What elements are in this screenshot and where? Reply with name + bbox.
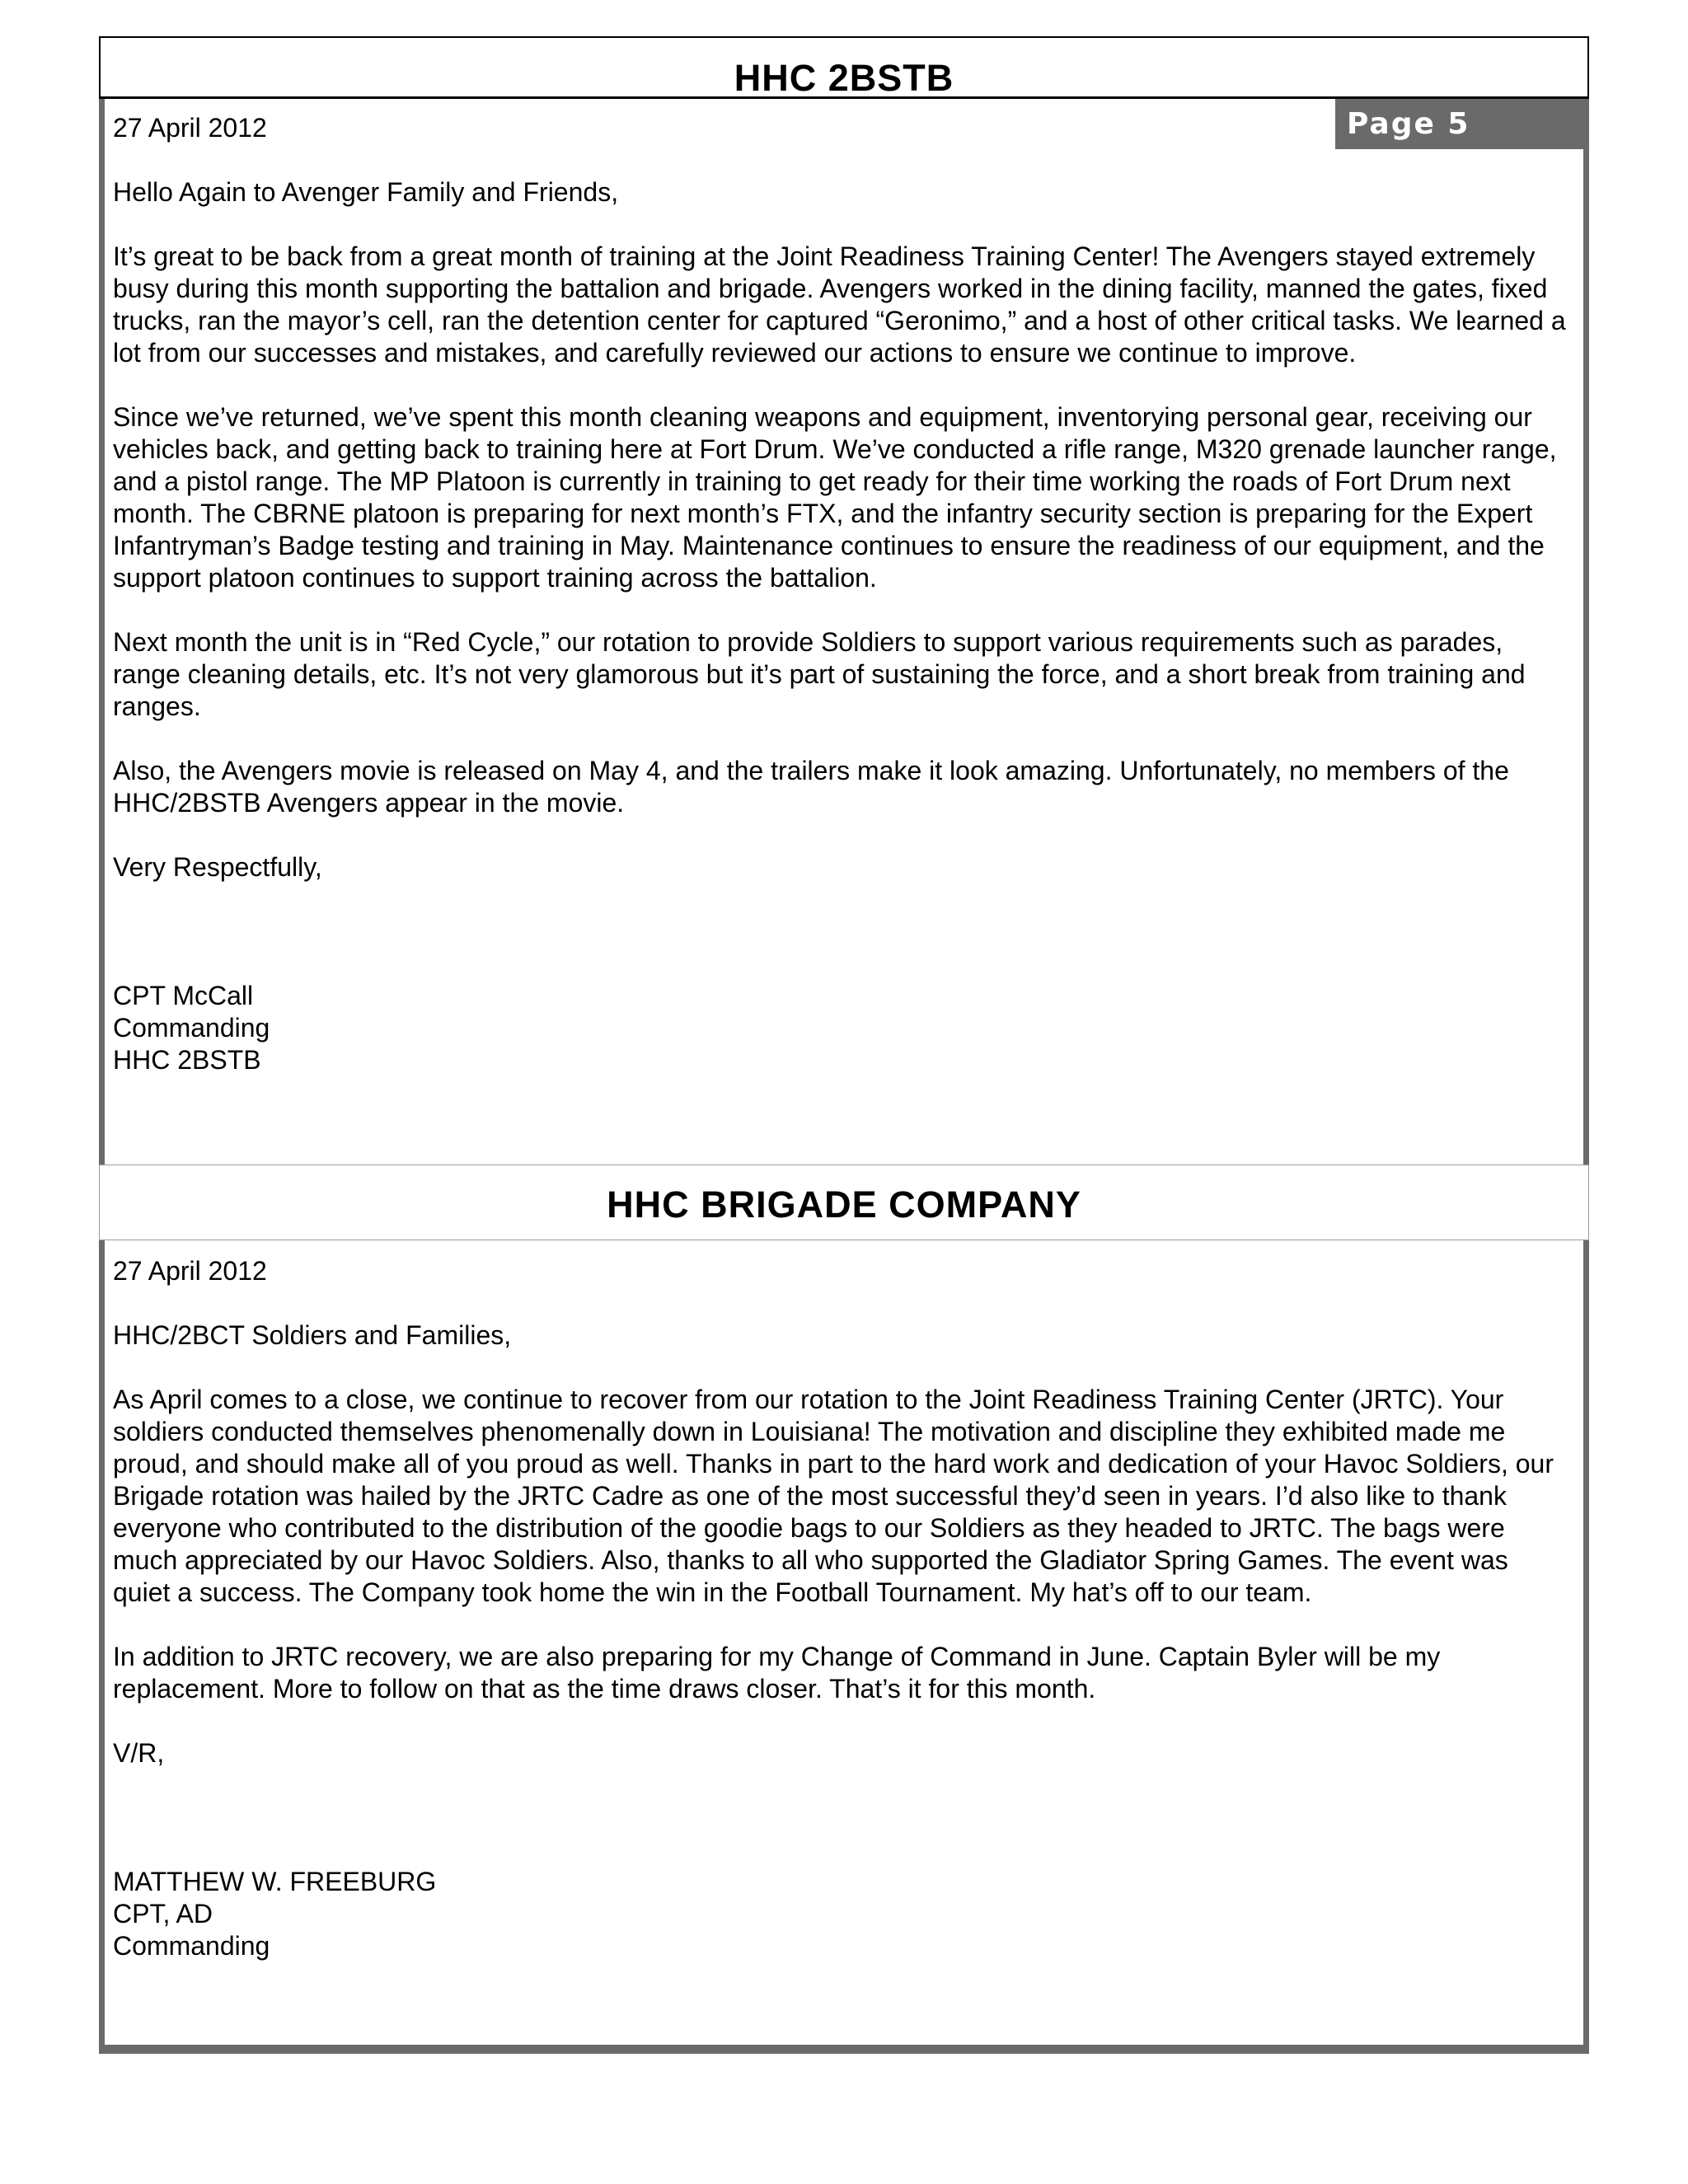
signature-unit: HHC 2BSTB [113, 1045, 261, 1075]
article-paragraph: As April comes to a close, we continue to recover from our rotation to the Joint Readiness Training Center (JRTC). Your soldiers conducted themselves phenomenally down in Louisiana! The motivation and discipline they exhibited made me proud, and should make all of you proud as well. Thanks in part to the hard work and dedication of your Havoc Soldiers, our Brigade rotation was hailed by the JRTC Cadre as one of the most successful they’d seen in years. I’d also like to thank everyone who contributed to the distribution of the goodie bags to our Soldiers as they headed to JRTC. The bags were much appreciated by our Havoc Soldiers. Also, thanks to all who supported the Gladiator Spring Games. The event was quiet a success. The Company took home the win in the Football Tournament. My hat’s off to our team. [113, 1385, 1554, 1607]
section-title: HHC BRIGADE COMPANY [607, 1183, 1081, 1226]
signature-name: MATTHEW W. FREEBURG [113, 1867, 437, 1896]
signature-space [113, 883, 1572, 980]
article-hhc-brigade-company [113, 1255, 1572, 1962]
article-closing: Very Respectfully, [113, 852, 322, 882]
article-closing: V/R, [113, 1738, 165, 1768]
article-salutation: Hello Again to Avenger Family and Friends, [113, 177, 619, 207]
section-title: HHC 2BSTB [734, 57, 954, 99]
signature-unit: Commanding [113, 1931, 270, 1961]
article-salutation: HHC/2BCT Soldiers and Families, [113, 1320, 512, 1350]
article-date: 27 April 2012 [113, 1256, 267, 1286]
signature-space [113, 1769, 1572, 1866]
article-paragraph: In addition to JRTC recovery, we are also preparing for my Change of Command in June. Captain Byler will be my replacement. More to follow on that as the time draws closer. That’s it for this month. [113, 1642, 1441, 1704]
section-header-hhc-brigade-company [99, 1165, 1589, 1240]
signature-name: CPT McCall [113, 981, 254, 1010]
section-header-hhc-2bstb [99, 36, 1589, 99]
article-paragraph: Since we’ve returned, we’ve spent this month cleaning weapons and equipment, inventorying personal gear, receiving our vehicles back, and getting back to training here at Fort Drum. We’ve conducted a rifle range, M320 grenade launcher range, and a pistol range. The MP Platoon is currently in training to get ready for their time working the roads of Fort Drum next month. The CBRNE platoon is preparing for next month’s FTX, and the infantry security section is preparing for the Expert Infantryman’s Badge testing and training in May. Maintenance continues to ensure the readiness of our equipment, and the support platoon continues to support training across the battalion. [113, 402, 1557, 593]
article-paragraph: Also, the Avengers movie is released on May 4, and the trailers make it look amazing. Unfortunately, no members of the HHC/2BSTB Avengers appear in the movie. [113, 756, 1509, 818]
article-paragraph: It’s great to be back from a great month of training at the Joint Readiness Training Center! The Avengers stayed extremely busy during this month supporting the battalion and brigade. Avengers worked in the dining facility, manned the gates, fixed trucks, ran the mayor’s cell, ran the detention center for captured “Geronimo,” and a host of other critical tasks. We learned a lot from our successes and mistakes, and carefully reviewed our actions to ensure we continue to improve. [113, 241, 1566, 368]
article-date: 27 April 2012 [113, 113, 267, 143]
article-paragraph: Next month the unit is in “Red Cycle,” our rotation to provide Soldiers to support various requirements such as parades, range cleaning details, etc. It’s not very glamorous but it’s part of sustaining the force, and a short break from training and ranges. [113, 627, 1526, 721]
signature-title: CPT, AD [113, 1899, 213, 1929]
page-number-tab: Page 5 [1335, 99, 1583, 149]
article-hhc-2bstb [113, 112, 1572, 1076]
signature-title: Commanding [113, 1013, 270, 1043]
